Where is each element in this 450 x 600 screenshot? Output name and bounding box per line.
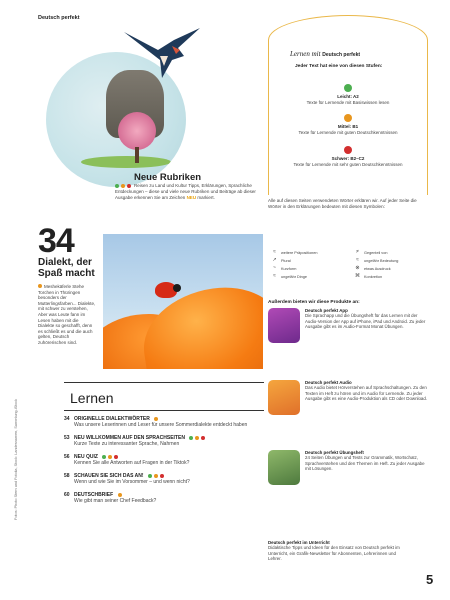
unterricht-title: Deutsch perfekt im Unterricht: [268, 540, 330, 545]
legend-item: [270, 266, 347, 271]
product-image: [268, 380, 300, 415]
ladybug-head: [173, 284, 181, 292]
legend-label: Plural: [281, 258, 291, 263]
toc-item[interactable]: [64, 473, 269, 485]
toc-title: DEUTSCHBRIEF: [74, 492, 114, 498]
legend-symbol-icon: ~: [273, 265, 276, 271]
level-name: Mittel: B1: [337, 124, 359, 129]
toc-description: Kennen Sie alle Antworten auf Fragen in der Tiktok?: [74, 460, 190, 466]
legend-item: [270, 250, 347, 255]
feature-page-number: 34: [38, 222, 74, 260]
level-red: [268, 146, 428, 167]
toc-page-number: 60: [64, 492, 70, 498]
legend-label: Gegenteil von: [364, 250, 388, 255]
legend-symbol-icon: ↗: [272, 257, 277, 263]
level-dots: [118, 493, 122, 497]
lernen-title: Lernen: [70, 390, 114, 406]
legend-label: Kurzform: [281, 266, 297, 271]
product-title: Deutsch perfekt Audio: [305, 380, 352, 385]
toc-title: SCHAUEN SIE SICH DAS AN!: [74, 473, 144, 479]
toc-item[interactable]: [64, 435, 269, 447]
product-image: [268, 308, 300, 343]
level-dots: [148, 474, 164, 478]
swallow-icon: [122, 26, 202, 80]
level-dots: [189, 436, 205, 440]
product-title: Deutsch perfekt App: [305, 308, 348, 313]
legend-item: [270, 258, 347, 263]
toc-page-number: 34: [64, 416, 70, 422]
photo-credits: Fotos: Photo Stern und Fotolia, Stock: Landesnamen, Sammlung-iStock: [14, 398, 18, 520]
rubriken-text: Reisen zu Land und Kultur Tipps, Erklärungen, Sprachliche Entdeckungen – diese und viele neue Rubriken und Beiträge ab dieser Ausgabe erkennen Sie am Zeichen NEU markiert.: [115, 183, 256, 200]
level-dot: [344, 114, 352, 122]
level-description: Texte für Lernende mit sehr guten Deutschkenntnissen: [293, 161, 403, 167]
toc-title: NEU QUIZ: [74, 454, 98, 460]
level-name: Leicht: A2: [337, 94, 359, 99]
legend-item: [270, 274, 347, 279]
toc-item[interactable]: [64, 492, 269, 504]
level-description: Texte für Lernende mit Basiswissen lesen: [306, 99, 390, 105]
toc-item[interactable]: [64, 416, 269, 428]
legend-label: ungefähr Bedeutung: [364, 258, 399, 263]
symbols-text: Alle auf diesen Seiten verwendeten Wörter erklären wir. Auf jeder Seite die Wörter in den Erklärungen bedeuten mit diesen Symbolen:: [268, 198, 417, 209]
level-dots: [154, 417, 158, 421]
toc-title: NEU WILLKOMMEN AUF DEN SPRACHSEITEN: [74, 435, 185, 441]
toc-page-number: 56: [64, 454, 70, 460]
level-green: [268, 84, 428, 105]
unterricht-section: [268, 540, 408, 562]
legend-item: [353, 274, 430, 279]
products-heading: Außerdem bieten wir diese Produkte an:: [268, 300, 360, 305]
product-description: Die Sprachapp und die Übungsheft für das Lernen mit der Audio-Version der App auf iPhone, iPad und Android. Zu jeder Ausgabe gibt es im Audio-Format Monat Übungen.: [305, 313, 426, 330]
product-item[interactable]: [268, 450, 428, 485]
legend-symbol-icon: ≈: [273, 273, 276, 279]
levels-subtitle: Jeder Text hat eine von diesen Stufen:: [295, 64, 383, 69]
legend-item: [353, 266, 430, 271]
tree-trunk: [135, 147, 139, 163]
product-image: [268, 450, 300, 485]
level-dots: [115, 184, 131, 188]
toc-description: Wenn und wie Sie im Vorsommer – und wenn nicht?: [74, 479, 190, 485]
dialekt-text: Meshekäferle Stehe Torchen in Thüringen besonders der Mutterlingsfarben... Dialekte, mit schwer zu verstehen, Aber was Leute fann im Lesen haben mit die Dialekte so geschafft, denn es schließt es und die auch gelten, Deutsch zuhörerischen sind.: [38, 284, 96, 345]
legend-label: etwas Ausdruck: [364, 266, 391, 271]
brand-label: Deutsch perfekt: [38, 15, 80, 21]
legend-item: [353, 258, 430, 263]
toc-description: Was unsere Leserinnen und Leser für unsere Sommerdialekte entdeckt haben: [74, 422, 248, 428]
level-orange: [268, 114, 428, 135]
lernen-mit-title: Lernen mit Deutsch perfekt: [290, 50, 361, 58]
toc-page-number: 53: [64, 435, 70, 441]
toc-description: Kurze Texte zu interessanter Sprache, Nahrnen: [74, 441, 180, 447]
toc-description: Wie gibt man seiner Chef Feedback?: [74, 498, 157, 504]
divider: [64, 382, 264, 383]
page-number: 5: [426, 572, 434, 587]
legend-symbol-icon: ≠: [356, 249, 359, 255]
legend-symbol-icon: ≈: [273, 249, 276, 255]
legend-label: weitere Präpositionen: [281, 250, 318, 255]
product-item[interactable]: [268, 308, 428, 343]
level-dot: [344, 84, 352, 92]
toc-page-number: 58: [64, 473, 70, 479]
toc-item[interactable]: [64, 454, 269, 466]
symbol-legend: [270, 250, 430, 279]
level-dots: [102, 455, 118, 459]
level-description: Texte für Lernende mit guten Deutschkenntnissen: [298, 129, 398, 135]
legend-symbol-icon: ⌘: [355, 273, 360, 279]
rubriken-title: Neue Rubriken: [134, 172, 202, 183]
table-of-contents: [64, 416, 269, 511]
product-title: Deutsch perfekt Übungsheft: [305, 450, 364, 455]
legend-label: ungefähr Dinge: [281, 274, 307, 279]
legend-item: [353, 250, 430, 255]
level-name: Schwer: B2–C2: [331, 156, 365, 161]
level-dot: [344, 146, 352, 154]
levels-box: [268, 15, 428, 195]
unterricht-text: Didaktische Tipps und Ideen für den Einsatz von Deutsch perfekt im Unterricht, ein Grafik-Newsletter für Abonnenten, Lehrerinnen und Lehrer.: [268, 545, 400, 562]
tree-image: [118, 112, 156, 150]
product-item[interactable]: [268, 380, 428, 415]
toc-title: ORIGINELLE DIALEKTWÖRTER: [74, 416, 150, 422]
product-description: 24 Seiten Übungen und Tests zur Grammatik, Wortschatz, Sprachverstehen und den Themen im Heft. Zu jeder Ausgabe mit Lösungen.: [305, 455, 425, 472]
product-description: Das Audio bietet Hörverstehen auf Sprachschaltungen. Zu den Texten im Heft zu hören und im Audio für Lernende. Zu jeder Ausgabe gibt es eine Audio-Produktion als CD oder Download.: [305, 385, 428, 402]
divider: [64, 410, 264, 411]
legend-symbol-icon: ⊗: [355, 265, 360, 271]
ladybug-photo: [103, 234, 263, 369]
grass-shape: [81, 156, 171, 168]
dialekt-title: Dialekt, der Spaß macht: [38, 257, 95, 279]
legend-label: Konkretion: [364, 274, 383, 279]
legend-symbol-icon: ≈: [356, 257, 359, 263]
